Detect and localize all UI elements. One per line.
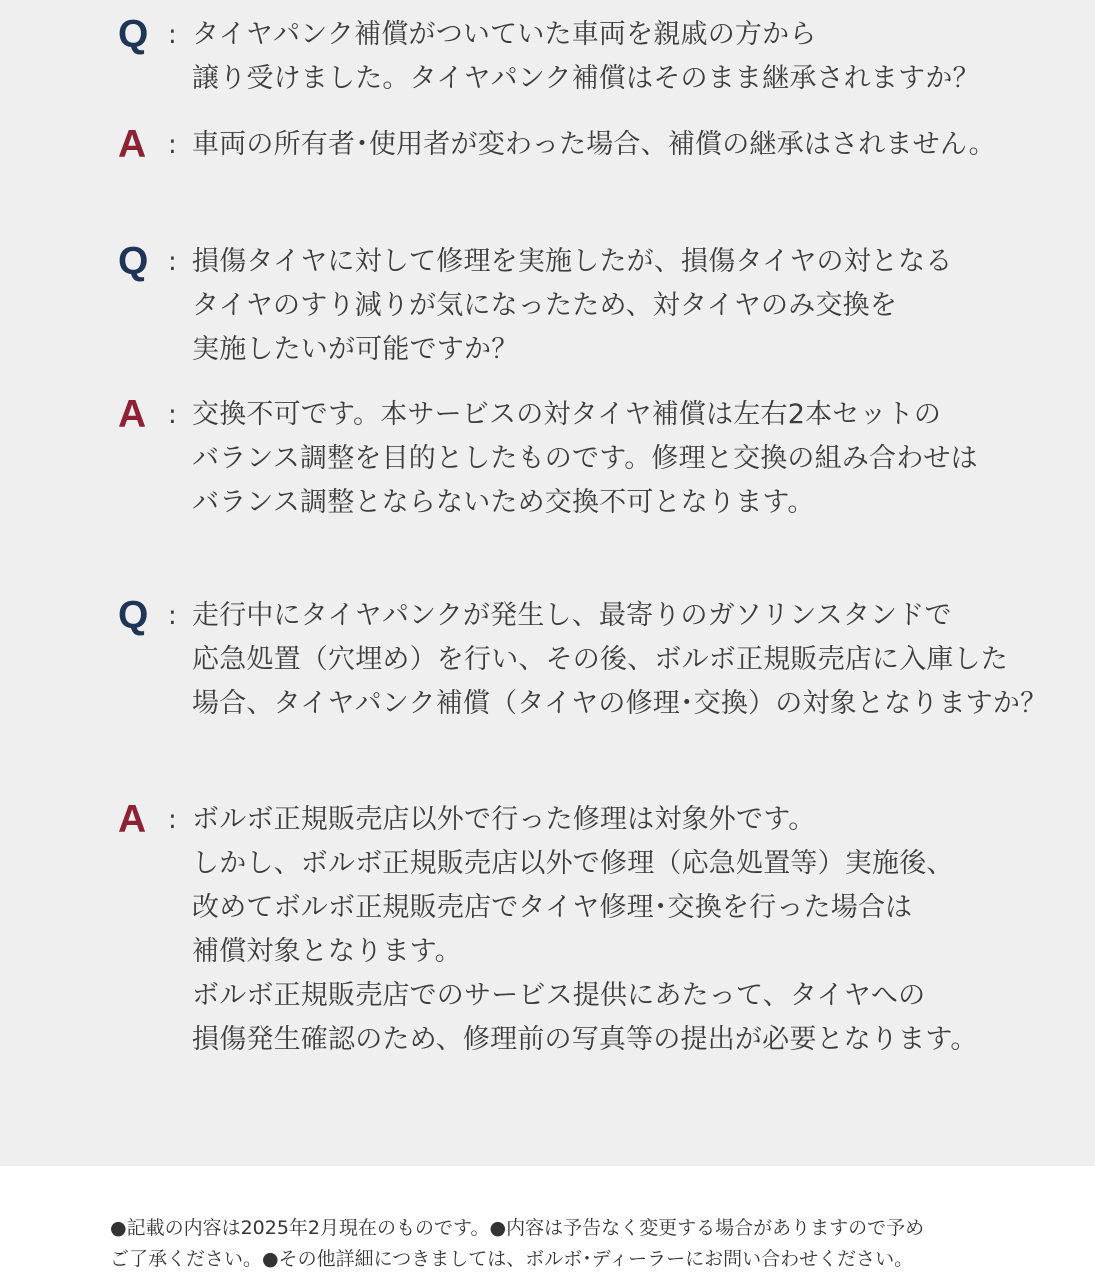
text-line: タイヤのすり減りが気になったため、対タイヤのみ交換を bbox=[192, 290, 898, 321]
question-mark-q: Q bbox=[118, 13, 149, 56]
answer-text bbox=[192, 393, 1072, 525]
separator-colon: : bbox=[168, 247, 177, 277]
text-line: 場合、タイヤパンク補償（タイヤの修理･交換）の対象となりますか？ bbox=[192, 688, 1048, 719]
text-line: 交換不可です。本サービスの対タイヤ補償は左右2本セットの bbox=[192, 399, 942, 430]
answer-text bbox=[192, 798, 1072, 1062]
separator-colon: : bbox=[168, 20, 177, 50]
text-line: タイヤパンク補償がついていた車両を親戚の方から bbox=[192, 19, 817, 50]
question-mark-q: Q bbox=[118, 594, 149, 637]
text-line: 応急処置（穴埋め）を行い、その後、ボルボ正規販売店に入庫した bbox=[192, 644, 1008, 675]
answer-mark-a: A bbox=[118, 393, 147, 436]
footer-notes bbox=[110, 1213, 1070, 1275]
separator-colon: : bbox=[168, 601, 177, 631]
text-line: 損傷タイヤに対して修理を実施したが、損傷タイヤの対となる bbox=[192, 246, 953, 277]
text-line: バランス調整を目的としたものです。修理と交換の組み合わせは bbox=[192, 443, 978, 474]
text-line: しかし、ボルボ正規販売店以外で修理（応急処置等）実施後、 bbox=[192, 848, 954, 879]
separator-colon: : bbox=[168, 400, 177, 430]
text-line: 改めてボルボ正規販売店でタイヤ修理･交換を行った場合は bbox=[192, 892, 913, 923]
text-line: 損傷発生確認のため、修理前の写真等の提出が必要となります。 bbox=[192, 1024, 978, 1055]
answer-mark-a: A bbox=[118, 123, 147, 166]
question-text bbox=[192, 594, 1072, 726]
question-text bbox=[192, 13, 1072, 101]
separator-colon: : bbox=[168, 805, 177, 835]
footer-note-line: ●記載の内容は2025年2月現在のものです。●内容は予告なく変更する場合がありますので予め bbox=[110, 1217, 925, 1239]
answer-mark-a: A bbox=[118, 798, 147, 841]
text-line: 走行中にタイヤパンクが発生し、最寄りのガソリンスタンドで bbox=[192, 600, 952, 631]
text-line: 譲り受けました。タイヤパンク補償はそのまま継承されますか？ bbox=[192, 63, 980, 94]
text-line: ボルボ正規販売店以外で行った修理は対象外です。 bbox=[192, 804, 816, 835]
question-mark-q: Q bbox=[118, 240, 149, 283]
text-line: 車両の所有者･使用者が変わった場合、補償の継承はされません。 bbox=[192, 129, 996, 160]
text-line: 実施したいが可能ですか？ bbox=[192, 334, 519, 365]
separator-colon: : bbox=[168, 130, 177, 160]
footer-note-line: ご了承ください。●その他詳細につきましては、ボルボ･ディーラーにお問い合わせください。 bbox=[110, 1248, 914, 1270]
question-text bbox=[192, 240, 1072, 372]
answer-text bbox=[192, 123, 1072, 167]
text-line: バランス調整とならないため交換不可となります。 bbox=[192, 487, 815, 518]
text-line: ボルボ正規販売店でのサービス提供にあたって、タイヤへの bbox=[192, 980, 926, 1011]
text-line: 補償対象となります。 bbox=[192, 936, 462, 967]
